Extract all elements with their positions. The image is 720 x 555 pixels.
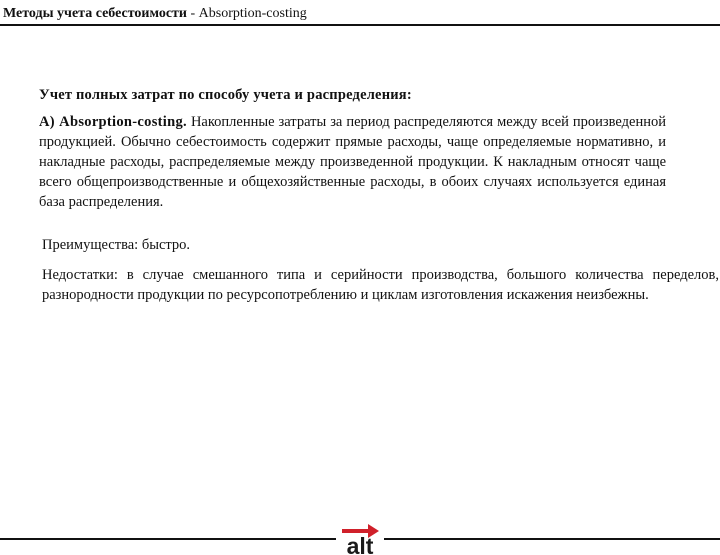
advantages-paragraph: Преимущества: быстро. xyxy=(42,237,191,253)
page-title xyxy=(3,6,307,22)
logo-text: alt xyxy=(346,533,374,555)
footer-divider-right xyxy=(384,538,720,540)
disadvantages-paragraph: Недостатки: в случае смешанного типа и серийности производства, большого количества переделов, разнородности продукции по ресурсопотреблению и циклам изготовления искажения неизбежны. xyxy=(42,267,719,303)
header-divider xyxy=(0,24,720,26)
alt-logo-icon xyxy=(338,520,382,555)
page-title-bold: Методы учета себестоимости xyxy=(3,6,187,21)
absorption-costing-paragraph xyxy=(39,112,666,212)
footer-divider-left xyxy=(0,538,336,540)
section-title: Учет полных затрат по способу учета и распределения: xyxy=(39,87,412,103)
header xyxy=(0,4,720,26)
page-title-rest: - Absorption-costing xyxy=(186,6,307,21)
absorption-costing-text: Накопленные затраты за период распределяются между всей произведенной продукцией. Обычно себестоимость содержит прямые расходы, чаще определяемые нормативно, и накладные расходы, распределяемые между произведенной продукции. К накладным относят чаще всего общепроизводственные и общехозяйственные расходы, в обоих случаях используется единая база распределения. xyxy=(39,114,666,210)
absorption-costing-lead: А) Absorption-costing. xyxy=(39,114,187,130)
